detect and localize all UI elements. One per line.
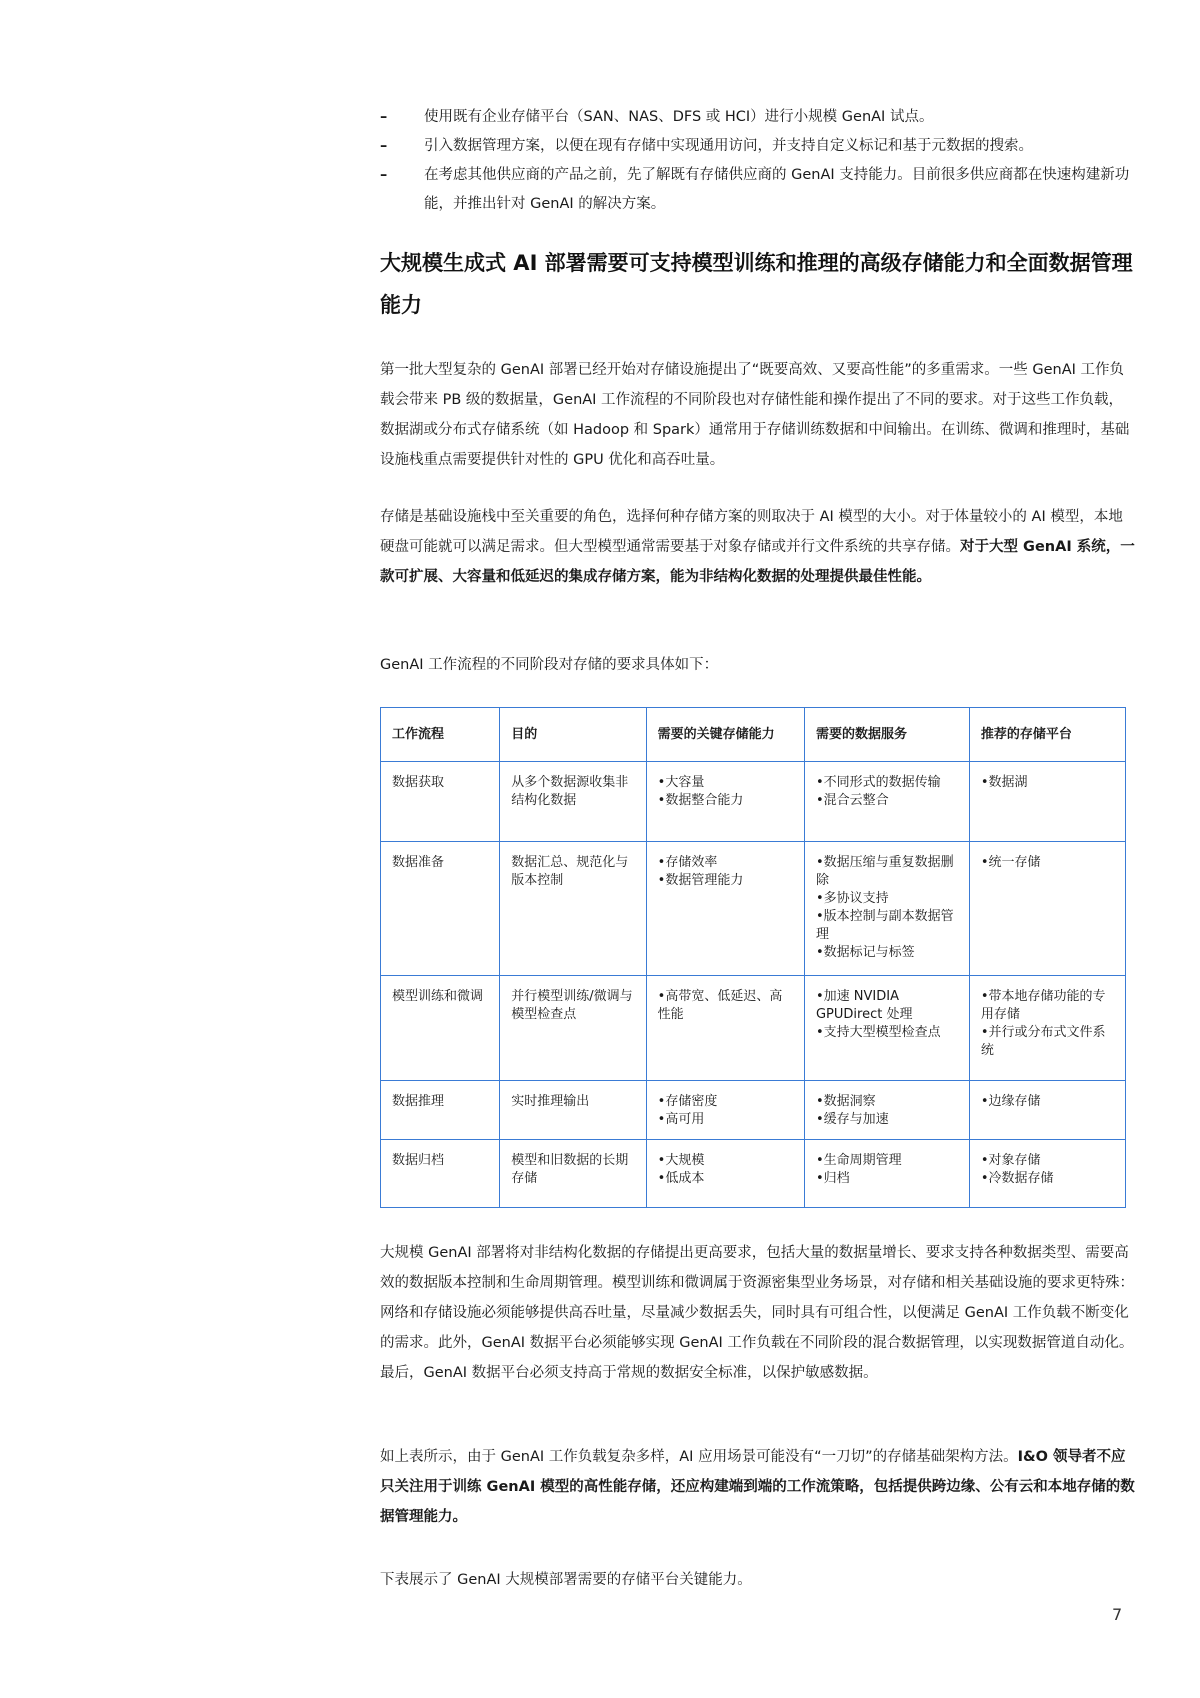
platform-cell: •统一存储 (969, 842, 1125, 976)
header-cell: 需要的关键存储能力 (646, 708, 804, 762)
capabilities-cell: •存储效率 •数据管理能力 (646, 842, 804, 976)
flow-cell: 数据归档 (381, 1140, 500, 1208)
purpose-cell: 从多个数据源收集非结构化数据 (500, 762, 646, 842)
paragraph-table-intro: GenAI 工作流程的不同阶段对存储的要求具体如下： (380, 657, 719, 673)
list-item: – 引入数据管理方案，以便在现有存储中实现通用访问，并支持自定义标记和基于元数据的搜索。 (380, 132, 1135, 161)
platform-cell: •数据湖 (969, 762, 1125, 842)
flow-cell: 模型训练和微调 (381, 976, 500, 1081)
header-cell: 工作流程 (381, 708, 500, 762)
table-row (381, 1081, 1126, 1140)
flow-cell: 数据获取 (381, 762, 500, 842)
platform-cell: •边缘存储 (969, 1081, 1125, 1140)
table-row (381, 1140, 1126, 1208)
recommendation-list (380, 103, 1135, 219)
paragraph-genai-demands: 第一批大型复杂的 GenAI 部署已经开始对存储设施提出了“既要高效、又要高性能”的多重需求。一些 GenAI 工作负载会带来 PB 级的数据量，GenAI 工作流程的不同阶段也对存储性能和操作提出了不同的要求。对于这些工作负载，数据湖或分布式存储系统（如 Hadoop 和 Spark）通常用于存储训练数据和中间输出。在训练、微调和推理时，基础设施栈重点需要提供针对性的 GPU 优化和高吞吐量。 (380, 362, 1130, 468)
purpose-cell: 并行模型训练/微调与模型检查点 (500, 976, 646, 1081)
purpose-cell: 实时推理输出 (500, 1081, 646, 1140)
paragraph-io-leaders: 如上表所示，由于 GenAI 工作负载复杂多样，AI 应用场景可能没有“一刀切”的存储基础架构方法。I&O 领导者不应只关注用于训练 GenAI 模型的高性能存储，还应构建端到端的工作流策略，包括提供跨边缘、公有云和本地存储的数据管理能力。 (380, 1449, 1135, 1525)
table-row (381, 842, 1126, 976)
paragraph-storage-role: 存储是基础设施栈中至关重要的角色，选择何种存储方案的则取决于 AI 模型的大小。对于体量较小的 AI 模型，本地硬盘可能就可以满足需求。但大型模型通常需要基于对象存储或并行文件系统的共享存储。对于大型 GenAI 系统，一款可扩展、大容量和低延迟的集成存储方案，能为非结构化数据的处理提供最佳性能。 (380, 509, 1135, 585)
capabilities-cell: •大规模 •低成本 (646, 1140, 804, 1208)
platform-cell: •带本地存储功能的专用存储 •并行或分布式文件系统 (969, 976, 1125, 1081)
flow-cell: 数据准备 (381, 842, 500, 976)
capabilities-cell: •高带宽、低延迟、高性能 (646, 976, 804, 1081)
header-cell: 需要的数据服务 (804, 708, 969, 762)
capabilities-cell: •存储密度 •高可用 (646, 1081, 804, 1140)
header-cell: 目的 (500, 708, 646, 762)
purpose-cell: 模型和旧数据的长期存储 (500, 1140, 646, 1208)
services-cell: •不同形式的数据传输 •混合云整合 (804, 762, 969, 842)
platform-cell: •对象存储 •冷数据存储 (969, 1140, 1125, 1208)
list-item: – 在考虑其他供应商的产品之前，先了解既有存储供应商的 GenAI 支持能力。目前很多供应商都在快速构建新功能，并推出针对 GenAI 的解决方案。 (380, 161, 1135, 219)
table-row (381, 762, 1126, 842)
services-cell: •加速 NVIDIA GPUDirect 处理 •支持大型模型检查点 (804, 976, 969, 1081)
paragraph-next-table-intro: 下表展示了 GenAI 大规模部署需要的存储平台关键能力。 (380, 1572, 752, 1588)
workflow-storage-table (380, 707, 1126, 1208)
page-number: 7 (1112, 1605, 1123, 1624)
table-row (381, 976, 1126, 1081)
header-cell: 推荐的存储平台 (969, 708, 1125, 762)
services-cell: •生命周期管理 •归档 (804, 1140, 969, 1208)
dash-marker: – (380, 138, 388, 154)
capabilities-cell: •大容量 •数据整合能力 (646, 762, 804, 842)
dash-marker: – (380, 167, 388, 183)
flow-cell: 数据推理 (381, 1081, 500, 1140)
table-header-row (381, 708, 1126, 762)
paragraph-large-scale-requirements: 大规模 GenAI 部署将对非结构化数据的存储提出更高要求，包括大量的数据量增长、要求支持各种数据类型、需要高效的数据版本控制和生命周期管理。模型训练和微调属于资源密集型业务场景，对存储和相关基础设施的要求更特殊：网络和存储设施必须能够提供高吞吐量，尽量减少数据丢失，同时具有可组合性，以便满足 GenAI 工作负载不断变化的需求。此外，GenAI 数据平台必须能够实现 GenAI 工作负载在不同阶段的混合数据管理，以实现数据管道自动化。最后，GenAI 数据平台必须支持高于常规的数据安全标准，以保护敏感数据。 (380, 1245, 1134, 1381)
section-heading: 大规模生成式 AI 部署需要可支持模型训练和推理的高级存储能力和全面数据管理能力 (380, 251, 1133, 317)
list-item: – 使用既有企业存储平台（SAN、NAS、DFS 或 HCI）进行小规模 GenAI 试点。 (380, 103, 1135, 132)
purpose-cell: 数据汇总、规范化与版本控制 (500, 842, 646, 976)
services-cell: •数据压缩与重复数据删除 •多协议支持 •版本控制与副本数据管理 •数据标记与标签 (804, 842, 969, 976)
dash-marker: – (380, 109, 388, 125)
services-cell: •数据洞察 •缓存与加速 (804, 1081, 969, 1140)
